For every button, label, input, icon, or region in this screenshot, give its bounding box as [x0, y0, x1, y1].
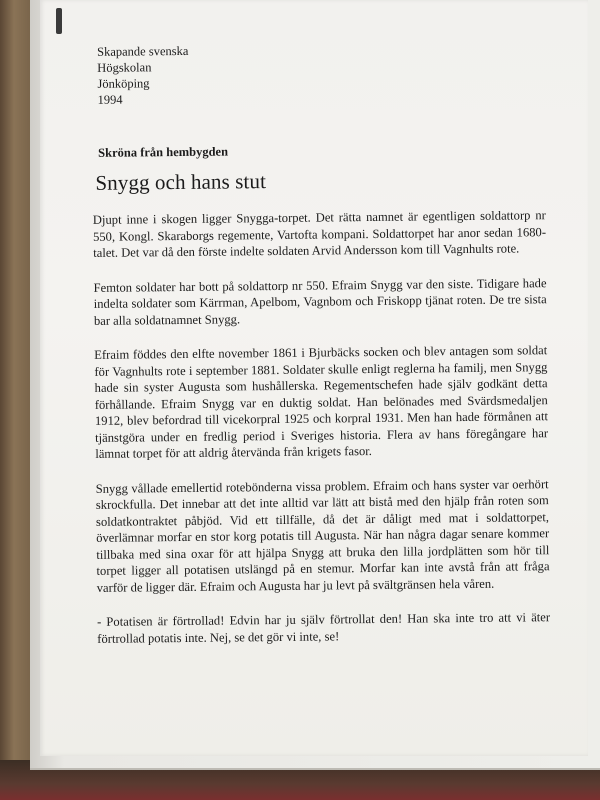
paragraph-5: - Potatisen är förtrollad! Edvin har ju själv förtrollat den! Han ska inte tro att vi äter förtrollad potatis inte. Nej, se det gör vi inte, se! — [96, 610, 551, 646]
paragraph-1: Djupt inne i skogen ligger Snygga-torpet. Det rätta namnet är egentligen soldattorp nr 550, Kongl. Skaraborgs regemente, Vartofta kompani. Soldattorpet har anor sedan 1680-talet. Det var då den förste indelte soldaten Arvid Andersson kom till Vagnhults rote. — [92, 208, 547, 260]
document — [84, 39, 550, 647]
header-line-city: Jönköping — [97, 76, 150, 91]
paragraph-3: Efraim föddes den elfte november 1861 i Bjurbäcks socken och blev antagen som soldat för Vagnhults rote i september 1881. Soldater skulle enligt reglerna ha familj, men Snygg hade sin syster Augusta som hushållerska. Regementschefen hade själv godkänt detta förhållande. Efraim Snygg var en duktig soldat. Han belönades med Svärdsmedaljen 1912, blev befordrad till vicekorpral 1925 och korpral 1931. Men han hade förmånen att tjänstgöra under en fredlig period i Sveriges historia. Flera av hans föregångare har lämnat torpet för att aldrig återvända från krigets fasor. — [94, 343, 549, 461]
header-line-course: Skapande svenska — [97, 43, 189, 59]
paragraph-2: Femton soldater har bott på soldattorp nr 550. Efraim Snygg var den siste. Tidigare hade indelta soldater som Kärrman, Apelbom, Vagnbom och Friskopp tjänat roten. De tre sista bar alla soldatnamnet Snygg. — [93, 275, 547, 328]
paragraph-4: Snygg vållade emellertid rotebönderna vissa problem. Efraim och hans syster var oerhört skrockfulla. Det innebar att det inte alltid var lätt att bistå med den hjälp från roten som soldatkontraktet påbjöd. Vid ett tillfälle, då det är dåligt med mat i soldattorpet, överlämnar morfar en stor korg potatis till Augusta. När han några dagar senare kommer tillbaka med sina oxar för att hjälpa Snygg att bruka den lilla jordplätten som hör till torpet ligger all potatisen utslängd på en stemur. Morfar kan inte avstå från att fråga varför de ligger där. Efraim och Augusta har ju levt på svältgränsen hela våren. — [95, 476, 550, 595]
document-title: Snygg och hans stut — [95, 169, 267, 195]
document-subtitle: Skröna från hembygden — [98, 144, 229, 160]
binder-clip — [56, 8, 62, 34]
header-line-school: Högskolan — [97, 60, 152, 75]
header-line-year: 1994 — [97, 92, 123, 107]
